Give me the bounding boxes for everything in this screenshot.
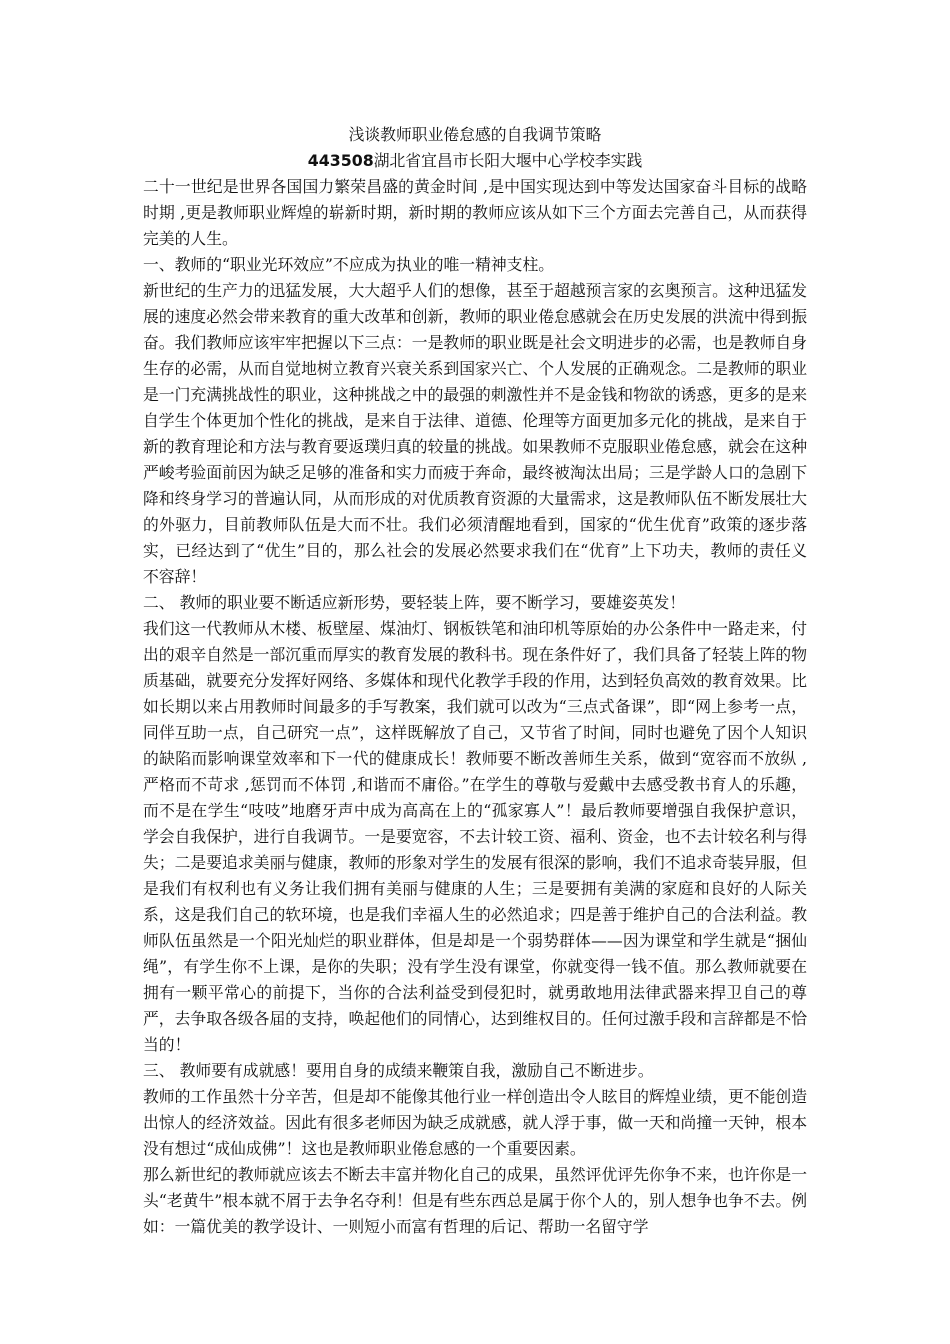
document-page: [143, 122, 807, 1240]
author-line: [143, 148, 807, 174]
section-2-body: 我们这一代教师从木楼、板壁屋、煤油灯、钢板铁笔和油印机等原始的办公条件中一路走来，付出的艰辛自然是一部沉重而厚实的教育发展的教科书。现在条件好了，我们具备了轻装上阵的物质基础，就要充分发挥好网络、多媒体和现代化教学手段的作用，达到轻负高效的教育效果。比如长期以来占用教师时间最多的手写教案，我们就可以改为“三点式备课”，即“网上参考一点，同伴互助一点，自己研究一点”，这样既解放了自己，又节省了时间，同时也避免了因个人知识的缺陷而影响课堂效率和下一代的健康成长！教师要不断改善师生关系，做到“宽容而不放纵 ,严格而不苛求 ,惩罚而不体罚 ,和谐而不庸俗。”在学生的尊敬与爱戴中去感受教书育人的乐趣，而不是在学生“吱吱”地磨牙声中成为高高在上的“孤家寡人”！最后教师要增强自我保护意识，学会自我保护，进行自我调节。一是要宽容，不去计较工资、福利、资金，也不去计较名利与得失；二是要追求美丽与健康，教师的形象对学生的发展有很深的影响，我们不追求奇装异服，但是我们有权利也有义务让我们拥有美丽与健康的人生；三是要拥有美满的家庭和良好的人际关系，这是我们自己的软环境，也是我们幸福人生的必然追求；四是善于维护自己的合法利益。教师队伍虽然是一个阳光灿烂的职业群体，但是却是一个弱势群体——因为课堂和学生就是“捆仙绳”，有学生你不上课，是你的失职；没有学生没有课堂，你就变得一钱不值。那么教师就要在拥有一颗平常心的前提下，当你的合法利益受到侵犯时，就勇敢地用法律武器来捍卫自己的尊严，去争取各级各届的支持，唤起他们的同情心，达到维权目的。任何过激手段和言辞都是不恰当的！: [143, 619, 807, 1054]
section-2-heading: 二、 教师的职业要不断适应新形势，要轻装上阵，要不断学习，要雄姿英发！: [143, 593, 686, 612]
section-1-heading: 一、教师的“职业光环效应”不应成为执业的唯一精神支柱。: [143, 255, 555, 274]
author-name: 湖北省宜昌市长阳大堰中心学校李实践: [373, 151, 643, 170]
section-3-body-1: 教师的工作虽然十分辛苦，但是却不能像其他行业一样创造出令人眩目的辉煌业绩，更不能创造出惊人的经济效益。因此有很多老师因为缺乏成就感，就人浮于事，做一天和尚撞一天钟，根本没有想过“成仙成佛”！这也是教师职业倦怠感的一个重要因素。: [143, 1087, 807, 1158]
section-1-body: 新世纪的生产力的迅猛发展，大大超乎人们的想像，甚至于超越预言家的玄奥预言。这种迅猛发展的速度必然会带来教育的重大改革和创新，教师的职业倦怠感就会在历史发展的洪流中得到振奋。我们教师应该牢牢把握以下三点：一是教师的职业既是社会文明进步的必需，也是教师自身生存的必需，从而自觉地树立教育兴衰关系到国家兴亡、个人发展的正确观念。二是教师的职业是一门充满挑战性的职业，这种挑战之中的最强的刺激性并不是金钱和物欲的诱惑，更多的是来自学生个体更加个性化的挑战，是来自于法律、道德、伦理等方面更加多元化的挑战，是来自于新的教育理论和方法与教育要返璞归真的较量的挑战。如果教师不克服职业倦怠感，就会在这种严峻考验面前因为缺乏足够的准备和实力而疲于奔命，最终被淘汰出局；三是学龄人口的急剧下降和终身学习的普遍认同，从而形成的对优质教育资源的大量需求，这是教师队伍不断发展壮大的外驱力，目前教师队伍是大而不壮。我们必须清醒地看到，国家的“优生优育”政策的逐步落实，已经达到了“优生”目的，那么社会的发展必然要求我们在“优育”上下功夫，教师的责任义不容辞！: [143, 281, 807, 586]
section-3-body-2: 那么新世纪的教师就应该去不断去丰富并物化自己的成果，虽然评优评先你争不来，也许你是一头“老黄牛”根本就不屑于去争名夺利！但是有些东西总是属于你个人的，别人想争也争不去。例如：一篇优美的教学设计、一则短小而富有哲理的后记、帮助一名留守学: [143, 1165, 807, 1236]
intro-paragraph: 二十一世纪是世界各国国力繁荣昌盛的黄金时间 ,是中国实现达到中等发达国家奋斗目标的战略时期 ,更是教师职业辉煌的崭新时期，新时期的教师应该从如下三个方面去完善自己，从而获得完美的人生。: [143, 177, 807, 248]
document-title: 浅谈教师职业倦怠感的自我调节策略: [348, 125, 602, 144]
author-code: 443508: [307, 151, 374, 170]
section-3-heading: 三、 教师要有成就感！要用自身的成绩来鞭策自我，激励自己不断进步。: [143, 1061, 654, 1080]
